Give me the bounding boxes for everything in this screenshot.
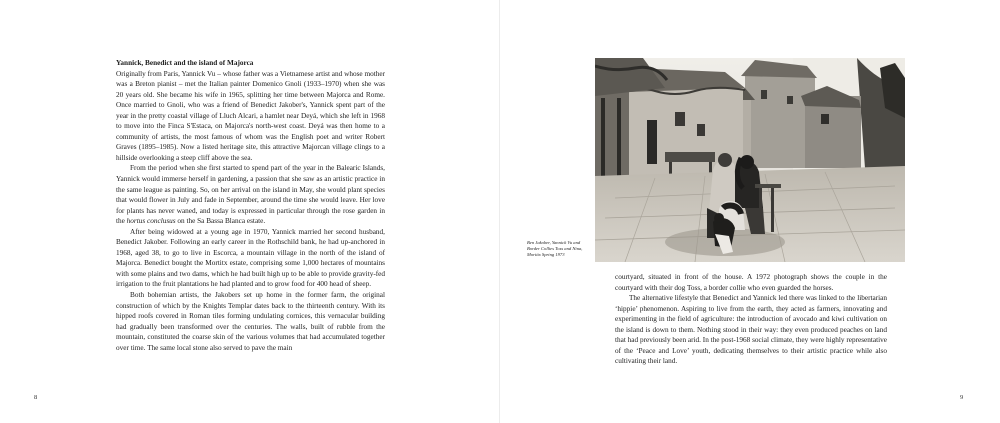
courtyard-photo-illustration xyxy=(595,58,905,262)
left-text-column xyxy=(116,58,385,353)
page-number-left: 8 xyxy=(34,394,38,401)
paragraph-3: After being widowed at a young age in 1970, Yannick married her second husband, Benedict Jakober. Following an early career in the Rothschild bank, he had up-anchored in 1968, aged 38, to go to live in Escorca, a mountain village in the north of the island of Majorca. Benedict bought the Mortitx estate, comprising some 1,000 hectares of mountains with some plains and two dams, which he had built high up to be able to provide gravity-fed irrigation to the fruit plantations he had planted and to grow food for 400 head of sheep. xyxy=(116,227,385,289)
paragraph-2 xyxy=(116,163,385,226)
page-number-right: 9 xyxy=(960,394,964,401)
photo-caption xyxy=(527,240,593,259)
paragraph-1: Originally from Paris, Yannick Vu – whose father was a Vietnamese artist and whose mother was a Breton pianist – met the Italian painter Domenico Gnoli (1933–1970) when she was 20 years old. She became his wife in 1965, splitting her time between Majorca and Rome. Once married to Gnoli, who was a friend of Benedict Jakober's, Yannick spent part of the year in the pretty coastal village of Lluch Alcari, a hamlet near Deyá, which she left in 1968 to move into the Finca S'Estaca, on Majorca's north-west coast. Deyá was then home to a community of artists, the most famous of whom was the English poet and writer Robert Graves (1895–1985). Now a listed heritage site, this attractive Majorcan village clings to a hillside overlooking a steep cliff above the sea. xyxy=(116,69,385,162)
caption-line: Ben Jakober, Yannick Vu and xyxy=(527,240,581,245)
right-page xyxy=(500,0,1000,423)
paragraph-2-tail: on the Sa Bassa Blanca estate. xyxy=(177,217,266,226)
paragraph-5: courtyard, situated in front of the house. A 1972 photograph shows the couple in the courtyard with their dog Toss, a border collie who even guarded the horses. xyxy=(615,273,887,292)
section-heading: Yannick, Benedict and the island of Majorca xyxy=(116,59,254,67)
italic-term: hortus conclusus xyxy=(126,217,176,226)
paragraph-2-text: From the period when she first started to spend part of the year in the Balearic Islands, Yannick would immerse herself in gardening, a passion that she saw as an artistic practice in the same league as painting. So, on her arrival on the island in May, she would plant species that would flower in July and fade in September, around the time she would leave. Her love for plants has never waned, and today is expressed in particular through the rose garden in the xyxy=(116,164,385,226)
paragraph-4: Both bohemian artists, the Jakobers set up home in the former farm, the original construction of which by the Knights Templar dates back to the thirteenth century. With its hipped roofs covered in Roman tiles forming undulating cornices, this vernacular building had gradually been transformed over the centuries. The walls, built of rubble from the mountain, constituted the coarse skin of the various volumes that had accumulated together over time. The same local stone also served to pave the main xyxy=(116,291,385,352)
paragraph-6: The alternative lifestyle that Benedict and Yannick led there was linked to the libertarian ‘hippie’ phenomenon. Aspiring to live from the earth, they acted as farmers, innovating and experimenting in the field of agriculture: the introduction of avocado and kiwi cultivation on the island is down to them. Nothing stood in their way: they even produced peaches on land that had previously been arid. In the post-1968 social climate, they were highly representative of the ‘Peace and Love’ youth, dedicating themselves to their artistic practice while also cultivating their land. xyxy=(615,294,887,366)
courtyard-photo xyxy=(595,58,905,262)
caption-line: Mortitx Spring 1973 xyxy=(527,252,565,258)
caption-line: Border Collies Toss and Nina, xyxy=(527,246,583,252)
right-text-column xyxy=(615,272,887,367)
